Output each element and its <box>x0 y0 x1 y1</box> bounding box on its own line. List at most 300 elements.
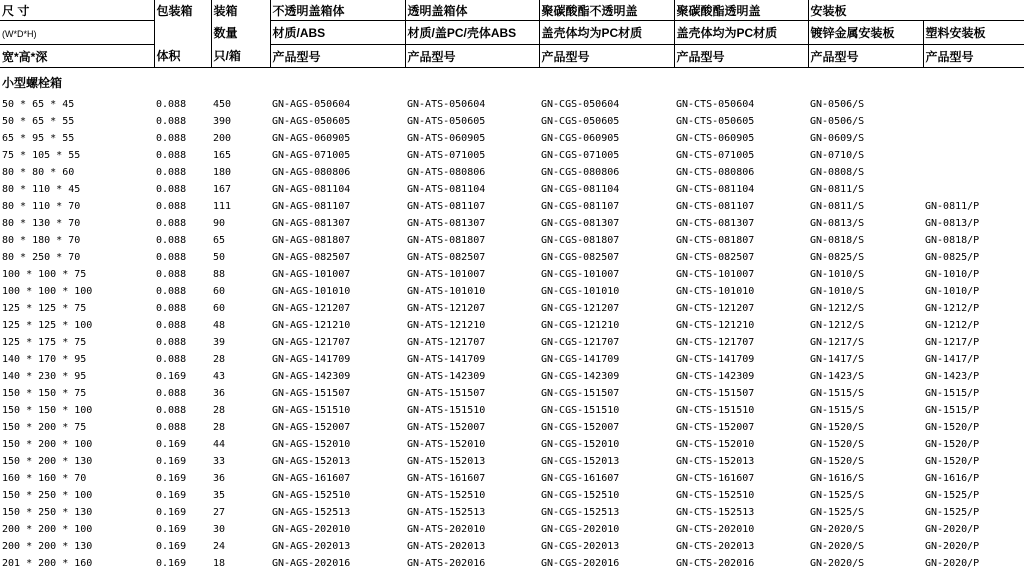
size-cell: 150 * 250 * 130 <box>2 507 93 518</box>
size-cell: 201 * 200 * 160 <box>2 558 93 569</box>
table-row <box>0 96 1024 113</box>
size-cell: 80 * 110 * 45 <box>2 184 81 195</box>
volume-cell: 0.088 <box>156 405 187 416</box>
carton-header: 装箱 <box>211 0 270 21</box>
opaque-model-cell: GN-AGS-121707 <box>272 337 351 348</box>
plastic-mount-model-cell: GN-1010/P <box>925 286 980 297</box>
clear-model-cell: GN-ATS-101007 <box>407 269 486 280</box>
carton-qty-cell: 28 <box>213 405 226 416</box>
plastic-mount-model-cell: GN-1010/P <box>925 269 980 280</box>
pc-clear-model-cell: GN-CTS-121707 <box>676 337 755 348</box>
plastic-mount-model-cell: GN-0813/P <box>925 218 980 229</box>
pc-opaque-model-cell: GN-CGS-152510 <box>541 490 620 501</box>
clear-model-cell: GN-ATS-050605 <box>407 116 486 127</box>
mount-plate-header: 安装板 <box>808 0 923 21</box>
opaque-model-cell: GN-AGS-202016 <box>272 558 351 569</box>
plastic-mount-model-cell <box>923 130 1024 147</box>
pc-clear-model-cell: GN-CTS-142309 <box>676 371 755 382</box>
pc-clear-model-cell: GN-CTS-141709 <box>676 354 755 365</box>
pc-clear-model-cell: GN-CTS-151510 <box>676 405 755 416</box>
plastic-mount-model-cell: GN-1520/P <box>925 439 980 450</box>
table-row <box>0 538 1024 555</box>
pc-clear-model-cell: GN-CTS-152510 <box>676 490 755 501</box>
pc-opaque-model-cell: GN-CGS-050605 <box>541 116 620 127</box>
pc-clear-model-cell: GN-CTS-121210 <box>676 320 755 331</box>
size-cell: 80 * 130 * 70 <box>2 218 81 229</box>
clear-model-cell: GN-ATS-081107 <box>407 201 486 212</box>
volume-cell: 0.088 <box>156 184 187 195</box>
pc-clear-model-cell: GN-CTS-151507 <box>676 388 755 399</box>
metal-mount-model-header: 产品型号 <box>808 45 923 68</box>
pc-clear-model-cell: GN-CTS-152007 <box>676 422 755 433</box>
opaque-model-cell: GN-AGS-050605 <box>272 116 351 127</box>
volume-cell: 0.088 <box>156 99 187 110</box>
plastic-mount-model-cell: GN-2020/P <box>925 541 980 552</box>
pc-opaque-model-cell: GN-CGS-050604 <box>541 99 620 110</box>
table-row <box>0 419 1024 436</box>
table-row <box>0 521 1024 538</box>
pc-clear-model-cell: GN-CTS-081107 <box>676 201 755 212</box>
size-cell: 200 * 200 * 100 <box>2 524 93 535</box>
pc-opaque-model-cell: GN-CGS-161607 <box>541 473 620 484</box>
pc-clear-model-cell: GN-CTS-121207 <box>676 303 755 314</box>
clear-model-cell: GN-ATS-152510 <box>407 490 486 501</box>
opaque-model-header: 产品型号 <box>270 45 405 68</box>
metal-mount-model-cell: GN-0811/S <box>810 184 865 195</box>
size-cell: 65 * 95 * 55 <box>2 133 75 144</box>
size-cell: 80 * 80 * 60 <box>2 167 75 178</box>
opaque-model-cell: GN-AGS-151507 <box>272 388 351 399</box>
clear-model-cell: GN-ATS-202013 <box>407 541 486 552</box>
clear-model-cell: GN-ATS-121210 <box>407 320 486 331</box>
plastic-mount-model-cell: GN-1423/P <box>925 371 980 382</box>
plastic-mount-model-cell: GN-2020/P <box>925 558 980 569</box>
table-row <box>0 283 1024 300</box>
clear-model-cell: GN-ATS-081104 <box>407 184 486 195</box>
pc-opaque-model-cell: GN-CGS-081807 <box>541 235 620 246</box>
pc-clear-model-cell: GN-CTS-050605 <box>676 116 755 127</box>
carton-qty-cell: 180 <box>213 167 232 178</box>
plastic-mount-model-header: 产品型号 <box>923 45 1024 68</box>
pc-opaque-model-cell: GN-CGS-101010 <box>541 286 620 297</box>
clear-model-cell: GN-ATS-161607 <box>407 473 486 484</box>
opaque-model-cell: GN-AGS-081807 <box>272 235 351 246</box>
clear-model-cell: GN-ATS-202010 <box>407 524 486 535</box>
pc-clear-model-cell: GN-CTS-202010 <box>676 524 755 535</box>
metal-mount-model-cell: GN-1217/S <box>810 337 865 348</box>
size-cell: 150 * 200 * 100 <box>2 439 93 450</box>
volume-cell: 0.088 <box>156 422 187 433</box>
carton-qty-cell: 39 <box>213 337 226 348</box>
carton-qty-cell: 33 <box>213 456 226 467</box>
metal-mount-model-cell: GN-1010/S <box>810 269 865 280</box>
plastic-mount-model-cell: GN-1525/P <box>925 490 980 501</box>
size-cell: 160 * 160 * 70 <box>2 473 87 484</box>
volume-cell: 0.169 <box>156 456 187 467</box>
opaque-model-cell: GN-AGS-071005 <box>272 150 351 161</box>
pc-opaque-model-cell: GN-CGS-060905 <box>541 133 620 144</box>
opaque-model-cell: GN-AGS-151510 <box>272 405 351 416</box>
pc-opaque-model-cell: GN-CGS-121207 <box>541 303 620 314</box>
pc-opaque-model-cell: GN-CGS-202013 <box>541 541 620 552</box>
opaque-model-cell: GN-AGS-081104 <box>272 184 351 195</box>
size-cell: 150 * 150 * 100 <box>2 405 93 416</box>
metal-mount-model-cell: GN-0811/S <box>810 201 865 212</box>
pc-clear-model-cell: GN-CTS-081307 <box>676 218 755 229</box>
pc-opaque-model-cell: GN-CGS-152010 <box>541 439 620 450</box>
pc-opaque-model-cell: GN-CGS-151507 <box>541 388 620 399</box>
table-row <box>0 249 1024 266</box>
metal-mount-model-cell: GN-2020/S <box>810 541 865 552</box>
clear-model-cell: GN-ATS-101010 <box>407 286 486 297</box>
opaque-model-cell: GN-AGS-161607 <box>272 473 351 484</box>
table-row <box>0 334 1024 351</box>
metal-mount-model-cell: GN-1212/S <box>810 303 865 314</box>
pc-opaque-model-cell: GN-CGS-101007 <box>541 269 620 280</box>
metal-mount-model-cell: GN-1525/S <box>810 490 865 501</box>
opaque-model-cell: GN-AGS-050604 <box>272 99 351 110</box>
clear-model-header: 产品型号 <box>405 45 539 68</box>
table-row <box>0 351 1024 368</box>
opaque-material: 材质/ABS <box>270 21 405 45</box>
plastic-mount-model-cell: GN-1520/P <box>925 456 980 467</box>
size-cell: 150 * 150 * 75 <box>2 388 87 399</box>
opaque-model-cell: GN-AGS-152007 <box>272 422 351 433</box>
pc-opaque-model-header: 产品型号 <box>539 45 674 68</box>
volume-cell: 0.169 <box>156 490 187 501</box>
pc-opaque-model-cell: GN-CGS-202016 <box>541 558 620 569</box>
metal-mount-model-cell: GN-0813/S <box>810 218 865 229</box>
table-row <box>0 164 1024 181</box>
carton-qty-cell: 165 <box>213 150 232 161</box>
volume-cell: 0.088 <box>156 167 187 178</box>
volume-cell: 0.088 <box>156 337 187 348</box>
carton-qty-cell: 390 <box>213 116 232 127</box>
plastic-mount-model-cell: GN-1217/P <box>925 337 980 348</box>
opaque-model-cell: GN-AGS-121207 <box>272 303 351 314</box>
carton-qty-cell: 200 <box>213 133 232 144</box>
carton-qty-cell: 18 <box>213 558 226 569</box>
carton-qty-cell: 450 <box>213 99 232 110</box>
carton-qty-cell: 36 <box>213 388 226 399</box>
table-row <box>0 130 1024 147</box>
size-order-note: (W*D*H) <box>2 28 37 39</box>
table-row <box>0 266 1024 283</box>
pc-clear-model-cell: GN-CTS-161607 <box>676 473 755 484</box>
clear-model-cell: GN-ATS-121707 <box>407 337 486 348</box>
carton-qty-cell: 35 <box>213 490 226 501</box>
mount-plate-header-cont <box>923 0 1024 21</box>
volume-cell: 0.088 <box>156 116 187 127</box>
plastic-mount-model-cell <box>923 181 1024 198</box>
size-cell: 140 * 230 * 95 <box>2 371 87 382</box>
table-row <box>0 300 1024 317</box>
metal-mount-model-cell: GN-0506/S <box>810 99 865 110</box>
carton-qty-cell: 27 <box>213 507 226 518</box>
clear-model-cell: GN-ATS-152013 <box>407 456 486 467</box>
opaque-model-cell: GN-AGS-141709 <box>272 354 351 365</box>
clear-model-cell: GN-ATS-080806 <box>407 167 486 178</box>
clear-model-cell: GN-ATS-081307 <box>407 218 486 229</box>
carton-qty-cell: 48 <box>213 320 226 331</box>
clear-model-cell: GN-ATS-081807 <box>407 235 486 246</box>
volume-cell: 0.088 <box>156 133 187 144</box>
plastic-mount-model-cell: GN-1520/P <box>925 422 980 433</box>
table-row <box>0 181 1024 198</box>
pc-clear-model-cell: GN-CTS-080806 <box>676 167 755 178</box>
opaque-model-cell: GN-AGS-082507 <box>272 252 351 263</box>
metal-mount-model-cell: GN-0825/S <box>810 252 865 263</box>
pc-opaque-model-cell: GN-CGS-081307 <box>541 218 620 229</box>
size-cell: 200 * 200 * 130 <box>2 541 93 552</box>
volume-cell: 0.169 <box>156 439 187 450</box>
clear-model-cell: GN-ATS-082507 <box>407 252 486 263</box>
clear-model-cell: GN-ATS-151507 <box>407 388 486 399</box>
pc-clear-model-header: 产品型号 <box>674 45 808 68</box>
pc-opaque-model-cell: GN-CGS-152513 <box>541 507 620 518</box>
metal-mount-model-cell: GN-0609/S <box>810 133 865 144</box>
pack-box-header: 包装箱 <box>154 0 211 21</box>
carton-qty-cell: 90 <box>213 218 226 229</box>
pc-clear-model-cell: GN-CTS-060905 <box>676 133 755 144</box>
opaque-model-cell: GN-AGS-202013 <box>272 541 351 552</box>
pc-clear-model-cell: GN-CTS-202013 <box>676 541 755 552</box>
opaque-model-cell: GN-AGS-152510 <box>272 490 351 501</box>
pack-box-header-cont <box>154 21 211 45</box>
section-title: 小型螺栓箱 <box>2 75 63 90</box>
volume-cell: 0.088 <box>156 235 187 246</box>
clear-model-cell: GN-ATS-121207 <box>407 303 486 314</box>
size-dims-header: 宽*高*深 <box>0 45 154 68</box>
size-cell: 100 * 100 * 100 <box>2 286 93 297</box>
table-row <box>0 487 1024 504</box>
size-cell: 125 * 125 * 100 <box>2 320 93 331</box>
pc-opaque-model-cell: GN-CGS-121210 <box>541 320 620 331</box>
metal-mount-model-cell: GN-1520/S <box>810 456 865 467</box>
pc-clear-model-cell: GN-CTS-152013 <box>676 456 755 467</box>
carton-qty-cell: 50 <box>213 252 226 263</box>
volume-cell: 0.169 <box>156 541 187 552</box>
clear-model-cell: GN-ATS-141709 <box>407 354 486 365</box>
opaque-model-cell: GN-AGS-081307 <box>272 218 351 229</box>
pc-clear-model-cell: GN-CTS-152010 <box>676 439 755 450</box>
pc-opaque-model-cell: GN-CGS-202010 <box>541 524 620 535</box>
clear-lid-header: 透明盖箱体 <box>405 0 539 21</box>
volume-cell: 0.088 <box>156 303 187 314</box>
plastic-mount-model-cell: GN-0811/P <box>925 201 980 212</box>
pc-opaque-model-cell: GN-CGS-082507 <box>541 252 620 263</box>
carton-qty-cell: 36 <box>213 473 226 484</box>
metal-mount-model-cell: GN-1417/S <box>810 354 865 365</box>
plastic-mount-model-cell <box>923 96 1024 113</box>
pc-clear-model-cell: GN-CTS-101010 <box>676 286 755 297</box>
size-cell: 125 * 175 * 75 <box>2 337 87 348</box>
metal-mount-model-cell: GN-0506/S <box>810 116 865 127</box>
pc-clear-model-cell: GN-CTS-101007 <box>676 269 755 280</box>
carton-qty-cell: 28 <box>213 422 226 433</box>
metal-mount-model-cell: GN-1616/S <box>810 473 865 484</box>
opaque-model-cell: GN-AGS-202010 <box>272 524 351 535</box>
carton-qty-cell: 60 <box>213 303 226 314</box>
pc-opaque-model-cell: GN-CGS-141709 <box>541 354 620 365</box>
size-cell: 75 * 105 * 55 <box>2 150 81 161</box>
plastic-mount-model-cell: GN-1212/P <box>925 320 980 331</box>
volume-cell: 0.088 <box>156 252 187 263</box>
pc-clear-model-cell: GN-CTS-081807 <box>676 235 755 246</box>
plastic-mount-header: 塑料安装板 <box>923 21 1024 45</box>
pc-opaque-model-cell: GN-CGS-152007 <box>541 422 620 433</box>
metal-mount-model-cell: GN-1515/S <box>810 388 865 399</box>
carton-qty-cell: 65 <box>213 235 226 246</box>
opaque-model-cell: GN-AGS-121210 <box>272 320 351 331</box>
metal-mount-header: 镀锌金属安装板 <box>808 21 923 45</box>
plastic-mount-model-cell: GN-1212/P <box>925 303 980 314</box>
volume-cell: 0.169 <box>156 558 187 569</box>
plastic-mount-model-cell: GN-2020/P <box>925 524 980 535</box>
carton-qty-cell: 30 <box>213 524 226 535</box>
carton-qty-cell: 24 <box>213 541 226 552</box>
volume-cell: 0.169 <box>156 524 187 535</box>
opaque-model-cell: GN-AGS-101010 <box>272 286 351 297</box>
clear-material: 材质/盖PC/壳体ABS <box>405 21 539 45</box>
pc-opaque-model-cell: GN-CGS-151510 <box>541 405 620 416</box>
pc-opaque-model-cell: GN-CGS-071005 <box>541 150 620 161</box>
pc-clear-model-cell: GN-CTS-071005 <box>676 150 755 161</box>
pc-clear-model-cell: GN-CTS-081104 <box>676 184 755 195</box>
plastic-mount-model-cell <box>923 164 1024 181</box>
opaque-model-cell: GN-AGS-080806 <box>272 167 351 178</box>
pc-opaque-material: 盖壳体均为PC材质 <box>539 21 674 45</box>
plastic-mount-model-cell: GN-1616/P <box>925 473 980 484</box>
table-row <box>0 215 1024 232</box>
table-row <box>0 436 1024 453</box>
metal-mount-model-cell: GN-2020/S <box>810 524 865 535</box>
plastic-mount-model-cell: GN-1525/P <box>925 507 980 518</box>
clear-model-cell: GN-ATS-152007 <box>407 422 486 433</box>
plastic-mount-model-cell: GN-1515/P <box>925 405 980 416</box>
size-cell: 140 * 170 * 95 <box>2 354 87 365</box>
metal-mount-model-cell: GN-1525/S <box>810 507 865 518</box>
opaque-lid-header: 不透明盖箱体 <box>270 0 405 21</box>
pc-opaque-model-cell: GN-CGS-142309 <box>541 371 620 382</box>
carton-qty-cell: 28 <box>213 354 226 365</box>
header-row-1 <box>0 0 1024 21</box>
carton-qty-cell: 111 <box>213 201 232 212</box>
volume-cell: 0.169 <box>156 507 187 518</box>
table-row <box>0 402 1024 419</box>
volume-cell: 0.088 <box>156 354 187 365</box>
volume-cell: 0.088 <box>156 320 187 331</box>
pc-opaque-model-cell: GN-CGS-152013 <box>541 456 620 467</box>
opaque-model-cell: GN-AGS-060905 <box>272 133 351 144</box>
carton-qty-cell: 43 <box>213 371 226 382</box>
metal-mount-model-cell: GN-1423/S <box>810 371 865 382</box>
size-cell: 150 * 200 * 130 <box>2 456 93 467</box>
volume-cell: 0.169 <box>156 473 187 484</box>
pc-clear-model-cell: GN-CTS-082507 <box>676 252 755 263</box>
carton-qty-header: 数量 <box>211 21 270 45</box>
volume-cell: 0.088 <box>156 269 187 280</box>
table-row <box>0 470 1024 487</box>
plastic-mount-model-cell: GN-0825/P <box>925 252 980 263</box>
table-row <box>0 198 1024 215</box>
table-row <box>0 113 1024 130</box>
volume-cell: 0.088 <box>156 218 187 229</box>
volume-cell: 0.169 <box>156 371 187 382</box>
section-row <box>0 68 1024 97</box>
size-cell: 80 * 110 * 70 <box>2 201 81 212</box>
volume-header: 体积 <box>154 45 211 68</box>
size-cell: 50 * 65 * 55 <box>2 116 75 127</box>
plastic-mount-model-cell: GN-1515/P <box>925 388 980 399</box>
pc-opaque-header: 聚碳酸酯不透明盖 <box>539 0 674 21</box>
carton-qty-cell: 167 <box>213 184 232 195</box>
pc-clear-material: 盖壳体均为PC材质 <box>674 21 808 45</box>
metal-mount-model-cell: GN-1515/S <box>810 405 865 416</box>
size-cell: 80 * 180 * 70 <box>2 235 81 246</box>
pc-opaque-model-cell: GN-CGS-081107 <box>541 201 620 212</box>
clear-model-cell: GN-ATS-152010 <box>407 439 486 450</box>
plastic-mount-model-cell <box>923 147 1024 164</box>
size-header: 尺 寸 <box>0 0 154 21</box>
clear-model-cell: GN-ATS-060905 <box>407 133 486 144</box>
plastic-mount-model-cell: GN-1417/P <box>925 354 980 365</box>
pc-clear-model-cell: GN-CTS-050604 <box>676 99 755 110</box>
opaque-model-cell: GN-AGS-152010 <box>272 439 351 450</box>
pc-opaque-model-cell: GN-CGS-081104 <box>541 184 620 195</box>
opaque-model-cell: GN-AGS-152013 <box>272 456 351 467</box>
header-row-3 <box>0 45 1024 68</box>
pc-clear-header: 聚碳酸酯透明盖 <box>674 0 808 21</box>
plastic-mount-model-cell <box>923 113 1024 130</box>
clear-model-cell: GN-ATS-202016 <box>407 558 486 569</box>
pc-opaque-model-cell: GN-CGS-080806 <box>541 167 620 178</box>
table-row <box>0 232 1024 249</box>
metal-mount-model-cell: GN-0808/S <box>810 167 865 178</box>
volume-cell: 0.088 <box>156 388 187 399</box>
clear-model-cell: GN-ATS-142309 <box>407 371 486 382</box>
size-cell: 150 * 200 * 75 <box>2 422 87 433</box>
opaque-model-cell: GN-AGS-101007 <box>272 269 351 280</box>
header-row-2 <box>0 21 1024 45</box>
size-cell: 125 * 125 * 75 <box>2 303 87 314</box>
clear-model-cell: GN-ATS-050604 <box>407 99 486 110</box>
table-row <box>0 317 1024 334</box>
carton-qty-cell: 88 <box>213 269 226 280</box>
opaque-model-cell: GN-AGS-081107 <box>272 201 351 212</box>
carton-unit-header: 只/箱 <box>211 45 270 68</box>
clear-model-cell: GN-ATS-151510 <box>407 405 486 416</box>
metal-mount-model-cell: GN-1520/S <box>810 422 865 433</box>
metal-mount-model-cell: GN-1212/S <box>810 320 865 331</box>
size-cell: 50 * 65 * 45 <box>2 99 75 110</box>
metal-mount-model-cell: GN-0818/S <box>810 235 865 246</box>
size-cell: 150 * 250 * 100 <box>2 490 93 501</box>
clear-model-cell: GN-ATS-071005 <box>407 150 486 161</box>
table-row <box>0 385 1024 402</box>
table-row <box>0 504 1024 521</box>
metal-mount-model-cell: GN-1520/S <box>810 439 865 450</box>
table-row <box>0 147 1024 164</box>
pc-opaque-model-cell: GN-CGS-121707 <box>541 337 620 348</box>
table-row <box>0 555 1024 572</box>
opaque-model-cell: GN-AGS-142309 <box>272 371 351 382</box>
carton-qty-cell: 44 <box>213 439 226 450</box>
pc-clear-model-cell: GN-CTS-152513 <box>676 507 755 518</box>
volume-cell: 0.088 <box>156 286 187 297</box>
metal-mount-model-cell: GN-0710/S <box>810 150 865 161</box>
metal-mount-model-cell: GN-2020/S <box>810 558 865 569</box>
